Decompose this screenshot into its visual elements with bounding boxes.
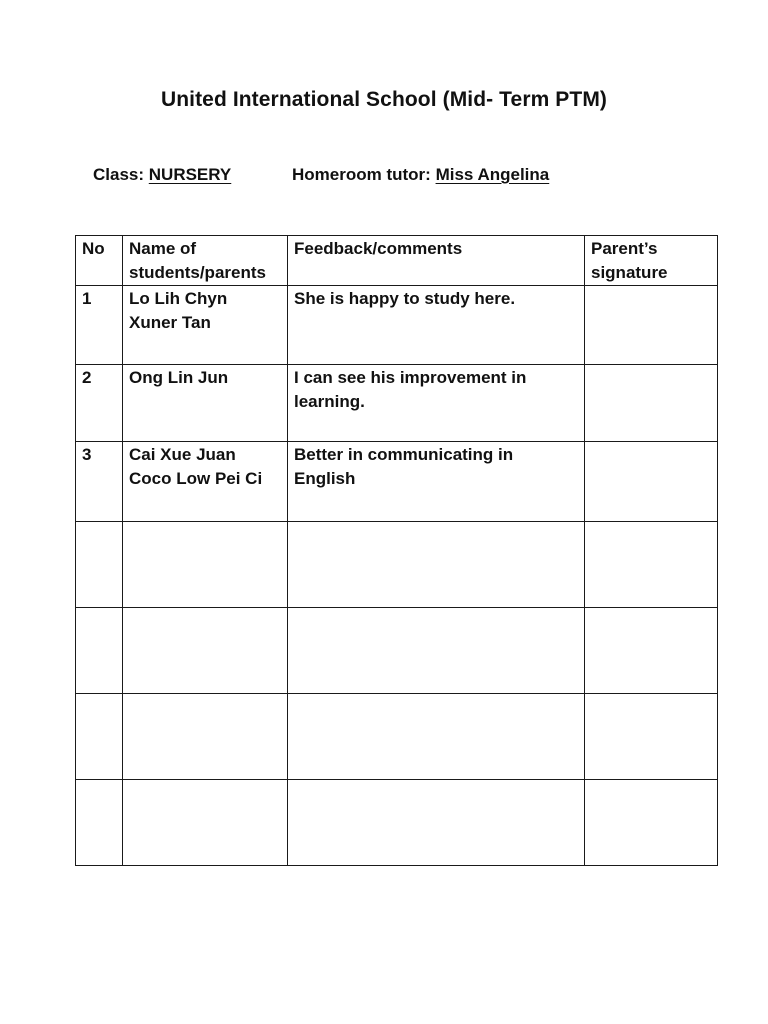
row-name-line1: Cai Xue Juan xyxy=(129,445,236,464)
ptm-feedback-table xyxy=(75,235,718,866)
empty-table-row xyxy=(76,522,718,608)
header-no: No xyxy=(76,236,123,286)
class-label: Class: xyxy=(93,165,145,184)
row-name xyxy=(123,442,288,522)
row-no: 3 xyxy=(76,442,123,522)
empty-cell[interactable] xyxy=(76,522,123,608)
header-signature-line2: signature xyxy=(591,263,668,282)
header-name xyxy=(123,236,288,286)
row-no: 2 xyxy=(76,365,123,442)
empty-cell[interactable] xyxy=(288,780,585,866)
table-row xyxy=(76,442,718,522)
empty-cell[interactable] xyxy=(76,694,123,780)
empty-table-row xyxy=(76,694,718,780)
empty-cell[interactable] xyxy=(585,694,718,780)
row-no: 1 xyxy=(76,286,123,365)
header-name-line1: Name of xyxy=(129,239,197,258)
row-name-line2: Coco Low Pei Ci xyxy=(129,469,263,488)
empty-table-row xyxy=(76,608,718,694)
row-feedback xyxy=(288,286,585,365)
document-title: United International School (Mid- Term PTM) xyxy=(160,88,608,111)
row-feedback-line2: English xyxy=(294,469,356,488)
empty-cell[interactable] xyxy=(123,694,288,780)
empty-cell[interactable] xyxy=(585,608,718,694)
header-name-line2: students/parents xyxy=(129,263,266,282)
row-feedback-line1: I can see his improvement in xyxy=(294,368,527,387)
row-name xyxy=(123,365,288,442)
row-name xyxy=(123,286,288,365)
row-signature-cell[interactable] xyxy=(585,286,718,365)
table-row xyxy=(76,286,718,365)
class-value: NURSERY xyxy=(148,165,232,184)
header-signature xyxy=(585,236,718,286)
empty-cell[interactable] xyxy=(123,608,288,694)
empty-table-row xyxy=(76,780,718,866)
class-info xyxy=(93,165,231,185)
empty-cell[interactable] xyxy=(288,608,585,694)
homeroom-tutor-info xyxy=(292,165,549,185)
empty-cell[interactable] xyxy=(288,522,585,608)
row-feedback-line1: Better in communicating in xyxy=(294,445,514,464)
row-name-line1: Lo Lih Chyn xyxy=(129,289,228,308)
empty-cell[interactable] xyxy=(585,522,718,608)
row-name-line2: Xuner Tan xyxy=(129,313,211,332)
table-header-row xyxy=(76,236,718,286)
empty-cell[interactable] xyxy=(123,780,288,866)
row-feedback-line1: She is happy to study here. xyxy=(294,289,516,308)
tutor-label: Homeroom tutor: xyxy=(292,165,431,184)
row-feedback xyxy=(288,442,585,522)
tutor-value: Miss Angelina xyxy=(435,165,550,184)
empty-cell[interactable] xyxy=(123,522,288,608)
row-name-line1: Ong Lin Jun xyxy=(129,368,229,387)
empty-cell[interactable] xyxy=(288,694,585,780)
empty-cell[interactable] xyxy=(76,608,123,694)
empty-cell[interactable] xyxy=(76,780,123,866)
row-feedback-line2: learning. xyxy=(294,392,365,411)
row-signature-cell[interactable] xyxy=(585,442,718,522)
row-feedback xyxy=(288,365,585,442)
row-signature-cell[interactable] xyxy=(585,365,718,442)
empty-cell[interactable] xyxy=(585,780,718,866)
header-feedback: Feedback/comments xyxy=(288,236,585,286)
header-signature-line1: Parent’s xyxy=(591,239,658,258)
table-row xyxy=(76,365,718,442)
